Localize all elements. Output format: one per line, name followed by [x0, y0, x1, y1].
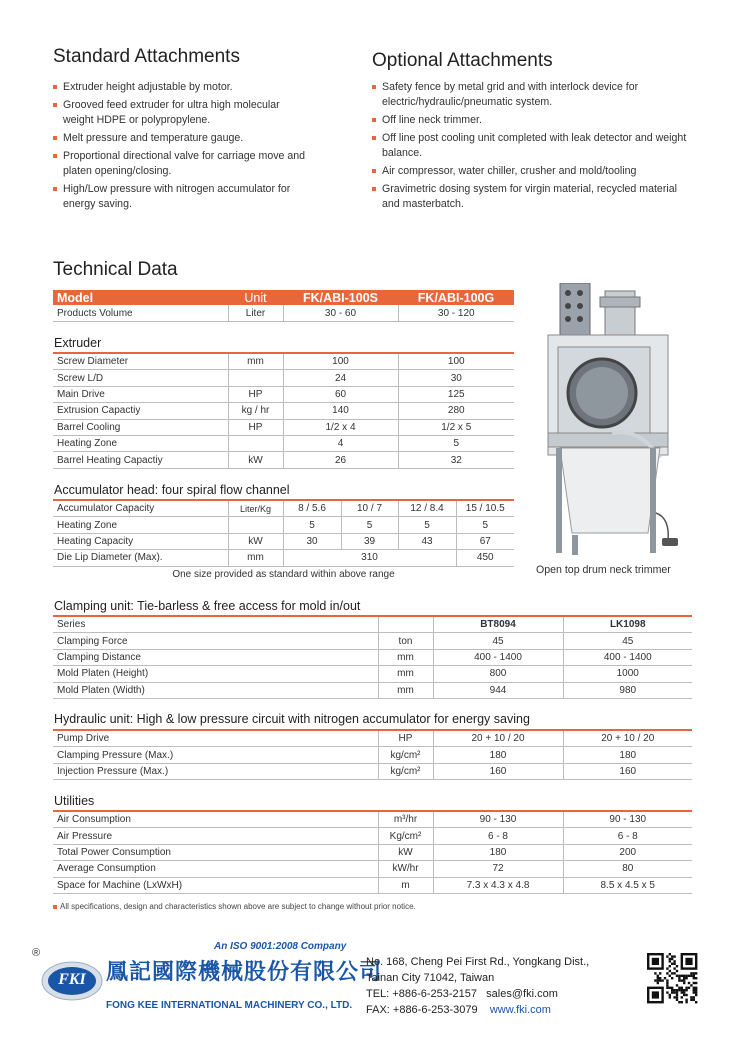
optional-attachments-title: Optional Attachments: [372, 50, 553, 71]
row-value: 12 / 8.4: [398, 501, 456, 517]
row-value: 90 - 130: [433, 812, 563, 828]
qr-module: [678, 987, 680, 989]
qr-module: [695, 972, 697, 974]
qr-module: [657, 977, 659, 979]
accumulator-table: [53, 501, 514, 582]
qr-module: [673, 955, 675, 957]
table-row: [53, 617, 692, 633]
row-value: 15 / 10.5: [456, 501, 514, 517]
row-label: Screw L/D: [53, 370, 228, 386]
row-value: 5: [341, 517, 398, 533]
row-value: 6 - 8: [563, 828, 692, 844]
registered-mark: ®: [32, 947, 41, 959]
qr-module: [669, 970, 671, 972]
list-item: Extruder height adjustable by motor.: [53, 80, 313, 95]
row-value: 160: [563, 763, 692, 779]
row-value: 5: [398, 517, 456, 533]
table-row: [53, 763, 692, 779]
qr-module: [652, 958, 659, 965]
row-value: 5: [456, 517, 514, 533]
row-value: 1/2 x 5: [398, 419, 514, 435]
row-value: 450: [456, 550, 514, 566]
row-value: 944: [433, 682, 563, 698]
qr-module: [666, 987, 668, 989]
qr-module: [695, 1001, 697, 1003]
row-unit: Liter: [228, 305, 283, 321]
qr-module: [690, 972, 692, 974]
table-row: [53, 812, 692, 828]
qr-module: [693, 989, 695, 991]
table-row: [53, 354, 514, 370]
standard-attachments-title: Standard Attachments: [53, 46, 240, 67]
list-item: Grooved feed extruder for ultra high molecular weight HDPE or polypropylene.: [53, 98, 313, 128]
table-row: [53, 861, 692, 877]
row-unit: mm: [378, 666, 433, 682]
qr-module: [671, 989, 673, 991]
extruder-table: [53, 354, 514, 469]
row-value: 4: [283, 435, 398, 451]
qr-module: [673, 996, 675, 998]
qr-module: [681, 987, 683, 989]
qr-module: [657, 975, 659, 977]
qr-module: [669, 987, 671, 989]
row-value: 180: [563, 747, 692, 763]
row-unit: kW: [228, 452, 283, 468]
model-header: Model: [53, 290, 228, 305]
qr-module: [695, 994, 697, 996]
row-unit: kg/cm²: [378, 747, 433, 763]
row-label: Barrel Heating Capactiy: [53, 452, 228, 468]
table-row: [53, 633, 692, 649]
qr-module: [666, 982, 668, 984]
row-value: 400 - 1400: [433, 649, 563, 665]
fax-line: [366, 1002, 589, 1018]
row-value: LK1098: [563, 617, 692, 633]
table-row: [53, 566, 514, 582]
qr-module: [693, 987, 695, 989]
qr-module: [683, 982, 685, 984]
table-row: [53, 533, 514, 549]
qr-module: [664, 977, 666, 979]
table-row: [53, 435, 514, 451]
qr-module: [683, 975, 685, 977]
row-label: Die Lip Diameter (Max).: [53, 550, 228, 566]
qr-module: [666, 967, 668, 969]
row-unit: HP: [228, 386, 283, 402]
utilities-title: Utilities: [54, 794, 95, 808]
qr-module: [676, 996, 678, 998]
logo-text: FKI: [58, 971, 86, 988]
row-unit: Liter/Kg: [228, 501, 283, 517]
qr-module: [673, 967, 675, 969]
qr-module: [681, 996, 683, 998]
list-item: Proportional directional valve for carriage move and platen opening/closing.: [53, 149, 313, 179]
company-chinese-name: 鳳記國際機械股份有限公司: [106, 959, 383, 984]
qr-module: [657, 982, 659, 984]
model-2-header: FK/ABI-100G: [398, 290, 514, 305]
row-value: 90 - 130: [563, 812, 692, 828]
row-value: BT8094: [433, 617, 563, 633]
row-label: Space for Machine (LxWxH): [53, 877, 378, 893]
hydraulic-table: [53, 731, 692, 780]
row-value: 400 - 1400: [563, 649, 692, 665]
qr-module: [676, 965, 678, 967]
row-value: 10 / 7: [341, 501, 398, 517]
row-unit: m³/hr: [378, 812, 433, 828]
row-value: 7.3 x 4.3 x 4.8: [433, 877, 563, 893]
qr-module: [666, 972, 668, 974]
unit-header: Unit: [228, 290, 283, 305]
website-link[interactable]: www.fki.com: [489, 1004, 551, 1016]
row-label: Extrusion Capactiy: [53, 403, 228, 419]
list-item: Off line neck trimmer.: [372, 113, 692, 128]
row-label: Pump Drive: [53, 731, 378, 747]
qr-module: [688, 982, 690, 984]
list-item: Melt pressure and temperature gauge.: [53, 131, 313, 146]
qr-module: [671, 987, 673, 989]
qr-module: [654, 972, 656, 974]
tel: TEL: +886-6-253-2157: [366, 988, 477, 1000]
qr-module: [681, 989, 683, 991]
list-item: Air compressor, water chiller, crusher and mold/tooling: [372, 164, 692, 179]
model-table: [53, 290, 514, 322]
row-value: 26: [283, 452, 398, 468]
qr-module: [659, 972, 661, 974]
qr-module: [685, 999, 687, 1001]
row-value: 24: [283, 370, 398, 386]
row-label: Clamping Pressure (Max.): [53, 747, 378, 763]
qr-module: [678, 979, 680, 981]
row-value: 800: [433, 666, 563, 682]
row-label: Products Volume: [53, 305, 228, 321]
qr-module: [693, 999, 695, 1001]
qr-module: [669, 994, 671, 996]
qr-module: [657, 979, 659, 981]
accumulator-note: One size provided as standard within above range: [172, 568, 395, 580]
table-row: [53, 501, 514, 517]
qr-module: [676, 984, 678, 986]
row-value: 180: [433, 844, 563, 860]
qr-module: [685, 987, 687, 989]
qr-module: [673, 989, 675, 991]
list-item: Gravimetric dosing system for virgin material, recycled material and masterbatch.: [372, 182, 692, 212]
row-label: Accumulator Capacity: [53, 501, 228, 517]
qr-module: [685, 958, 692, 965]
qr-module: [671, 963, 673, 965]
qr-module: [669, 965, 671, 967]
tel-line: [366, 986, 589, 1002]
row-label: Air Consumption: [53, 812, 378, 828]
row-unit: kW: [378, 844, 433, 860]
qr-module: [695, 982, 697, 984]
table-row: [53, 305, 514, 321]
qr-module: [683, 991, 685, 993]
row-value: 67: [456, 533, 514, 549]
qr-module: [685, 989, 687, 991]
row-value: 32: [398, 452, 514, 468]
table-row: [53, 403, 514, 419]
row-value: 72: [433, 861, 563, 877]
row-unit: kW: [228, 533, 283, 549]
row-value: 20 + 10 / 20: [563, 731, 692, 747]
qr-module: [661, 979, 663, 981]
qr-module: [690, 996, 692, 998]
extruder-title: Extruder: [54, 336, 102, 350]
row-value: 60: [283, 386, 398, 402]
row-unit: kg/cm²: [378, 763, 433, 779]
table-row: [53, 747, 692, 763]
disclaimer-text: All specifications, design and characteristics shown above are subject to change without prior notice.: [60, 902, 416, 911]
qr-module: [681, 1001, 683, 1003]
fax: FAX: +886-6-253-3079: [366, 1004, 478, 1016]
qr-module: [690, 999, 692, 1001]
table-row: [53, 828, 692, 844]
row-value: 39: [341, 533, 398, 549]
row-label: Clamping Force: [53, 633, 378, 649]
qr-module: [671, 955, 673, 957]
row-value: 80: [563, 861, 692, 877]
qr-module: [676, 994, 678, 996]
table-row: [53, 370, 514, 386]
qr-module: [671, 958, 673, 960]
table-row: [53, 666, 692, 682]
row-label: Average Consumption: [53, 861, 378, 877]
qr-module: [685, 975, 687, 977]
qr-module: [666, 984, 668, 986]
table-row: [53, 517, 514, 533]
row-unit: m: [378, 877, 433, 893]
row-label: Mold Platen (Height): [53, 666, 378, 682]
standard-attachments-list: [53, 80, 313, 215]
table-row: [53, 386, 514, 402]
row-label: Air Pressure: [53, 828, 378, 844]
row-value: 30: [283, 533, 341, 549]
table-row: [53, 649, 692, 665]
row-label: Heating Zone: [53, 435, 228, 451]
qr-module: [669, 996, 671, 998]
qr-module: [685, 994, 687, 996]
row-value: 20 + 10 / 20: [433, 731, 563, 747]
row-unit: mm: [378, 649, 433, 665]
row-unit: [228, 370, 283, 386]
qr-module: [695, 987, 697, 989]
qr-module: [669, 953, 671, 955]
row-unit: mm: [378, 682, 433, 698]
row-unit: mm: [228, 354, 283, 370]
row-label: Injection Pressure (Max.): [53, 763, 378, 779]
row-value: 160: [433, 763, 563, 779]
row-unit: kg / hr: [228, 403, 283, 419]
row-value: 43: [398, 533, 456, 549]
row-unit: mm: [228, 550, 283, 566]
list-item: Off line post cooling unit completed with leak detector and weight balance.: [372, 131, 692, 161]
qr-module: [673, 963, 675, 965]
bullet-icon: [53, 905, 57, 909]
table-row: [53, 550, 514, 566]
qr-module: [695, 977, 697, 979]
address-line-1: No. 168, Cheng Pei First Rd., Yongkang Dist.,: [366, 956, 590, 968]
row-value: 100: [283, 354, 398, 370]
row-value: 5: [283, 517, 341, 533]
row-unit: [378, 617, 433, 633]
table-row: [53, 419, 514, 435]
row-unit: HP: [228, 419, 283, 435]
utilities-table: [53, 812, 692, 894]
qr-module: [654, 979, 656, 981]
qr-module: [681, 975, 683, 977]
row-value: 6 - 8: [433, 828, 563, 844]
qr-module: [693, 977, 695, 979]
row-label: Main Drive: [53, 386, 228, 402]
row-label: Screw Diameter: [53, 354, 228, 370]
table-row: [53, 877, 692, 893]
qr-module: [685, 977, 687, 979]
qr-module: [676, 991, 678, 993]
disclaimer: [53, 902, 416, 911]
qr-module: [676, 970, 678, 972]
qr-module: [688, 975, 690, 977]
hydraulic-title: Hydraulic unit: High & low pressure circuit with nitrogen accumulator for energy saving: [54, 712, 530, 726]
row-unit: Kg/cm²: [378, 828, 433, 844]
row-value: 180: [433, 747, 563, 763]
row-value: 8.5 x 4.5 x 5: [563, 877, 692, 893]
photo-caption: Open top drum neck trimmer: [536, 564, 671, 576]
row-unit: ton: [378, 633, 433, 649]
qr-module: [659, 977, 661, 979]
qr-module: [673, 972, 675, 974]
row-value: 310: [283, 550, 456, 566]
qr-module: [683, 979, 685, 981]
clamping-table: [53, 617, 692, 699]
qr-module: [666, 955, 668, 957]
qr-module: [676, 975, 678, 977]
row-value: 8 / 5.6: [283, 501, 341, 517]
model-1-header: FK/ABI-100S: [283, 290, 398, 305]
qr-module: [683, 989, 685, 991]
qr-module: [666, 979, 668, 981]
row-label: Series: [53, 617, 378, 633]
qr-module: [681, 991, 683, 993]
qr-module: [669, 975, 671, 977]
qr-module: [671, 991, 673, 993]
machine-photo: [530, 283, 682, 558]
table-row: [53, 731, 692, 747]
qr-module: [676, 989, 678, 991]
qr-module: [693, 975, 695, 977]
qr-module: [678, 977, 680, 979]
qr-module: [690, 984, 692, 986]
clamping-title: Clamping unit: Tie-barless & free access for mold in/out: [54, 599, 361, 613]
row-value: 5: [398, 435, 514, 451]
list-item: Safety fence by metal grid and with interlock device for electric/hydraulic/pneumatic system.: [372, 80, 692, 110]
qr-module: [683, 994, 685, 996]
technical-data-title: Technical Data: [53, 259, 178, 280]
qr-module: [695, 989, 697, 991]
qr-module: [666, 991, 668, 993]
fki-logo: [40, 960, 104, 1002]
qr-module: [685, 1001, 687, 1003]
row-value: 200: [563, 844, 692, 860]
row-value: 45: [563, 633, 692, 649]
row-value: 980: [563, 682, 692, 698]
qr-module: [683, 977, 685, 979]
qr-module: [678, 975, 680, 977]
qr-module: [690, 975, 692, 977]
row-value: 30: [398, 370, 514, 386]
qr-code-icon: [642, 948, 704, 1012]
row-label: Barrel Cooling: [53, 419, 228, 435]
qr-module: [693, 991, 695, 993]
qr-module: [693, 996, 695, 998]
qr-module: [678, 1001, 680, 1003]
row-label: Clamping Distance: [53, 649, 378, 665]
company-english-name: FONG KEE INTERNATIONAL MACHINERY CO., LTD.: [106, 1000, 353, 1011]
row-label: Total Power Consumption: [53, 844, 378, 860]
qr-module: [676, 999, 678, 1001]
qr-module: [673, 991, 675, 993]
list-item: High/Low pressure with nitrogen accumulator for energy saving.: [53, 182, 313, 212]
row-unit: kW/hr: [378, 861, 433, 877]
iso-text: An ISO 9001:2008 Company: [214, 941, 347, 952]
row-value: 140: [283, 403, 398, 419]
row-unit: HP: [378, 731, 433, 747]
row-value: 125: [398, 386, 514, 402]
qr-module: [673, 960, 675, 962]
row-label: Heating Zone: [53, 517, 228, 533]
optional-attachments-list: [372, 80, 692, 215]
qr-module: [659, 979, 661, 981]
table-header: [53, 290, 514, 305]
qr-module: [688, 987, 690, 989]
qr-module: [652, 991, 659, 998]
row-label: Heating Capacity: [53, 533, 228, 549]
row-unit: [228, 517, 283, 533]
email-link[interactable]: sales@fki.com: [486, 988, 558, 1000]
row-unit: [228, 435, 283, 451]
row-value: 1/2 x 4: [283, 419, 398, 435]
qr-module: [669, 960, 671, 962]
row-value: 30 - 120: [398, 305, 514, 321]
qr-module: [695, 991, 697, 993]
row-label: Mold Platen (Width): [53, 682, 378, 698]
qr-module: [671, 972, 673, 974]
table-row: [53, 452, 514, 468]
contact-block: [366, 954, 589, 1018]
row-value: 1000: [563, 666, 692, 682]
qr-module: [693, 982, 695, 984]
row-value: 100: [398, 354, 514, 370]
qr-module: [693, 972, 695, 974]
qr-module: [681, 979, 683, 981]
table-row: [53, 682, 692, 698]
row-value: 45: [433, 633, 563, 649]
row-value: 30 - 60: [283, 305, 398, 321]
accumulator-title: Accumulator head: four spiral flow channel: [54, 483, 290, 497]
row-value: 280: [398, 403, 514, 419]
qr-module: [678, 989, 680, 991]
address-line-2: Tainan City 71042, Taiwan: [366, 972, 495, 984]
table-row: [53, 844, 692, 860]
qr-module: [671, 977, 673, 979]
qr-module: [669, 958, 671, 960]
